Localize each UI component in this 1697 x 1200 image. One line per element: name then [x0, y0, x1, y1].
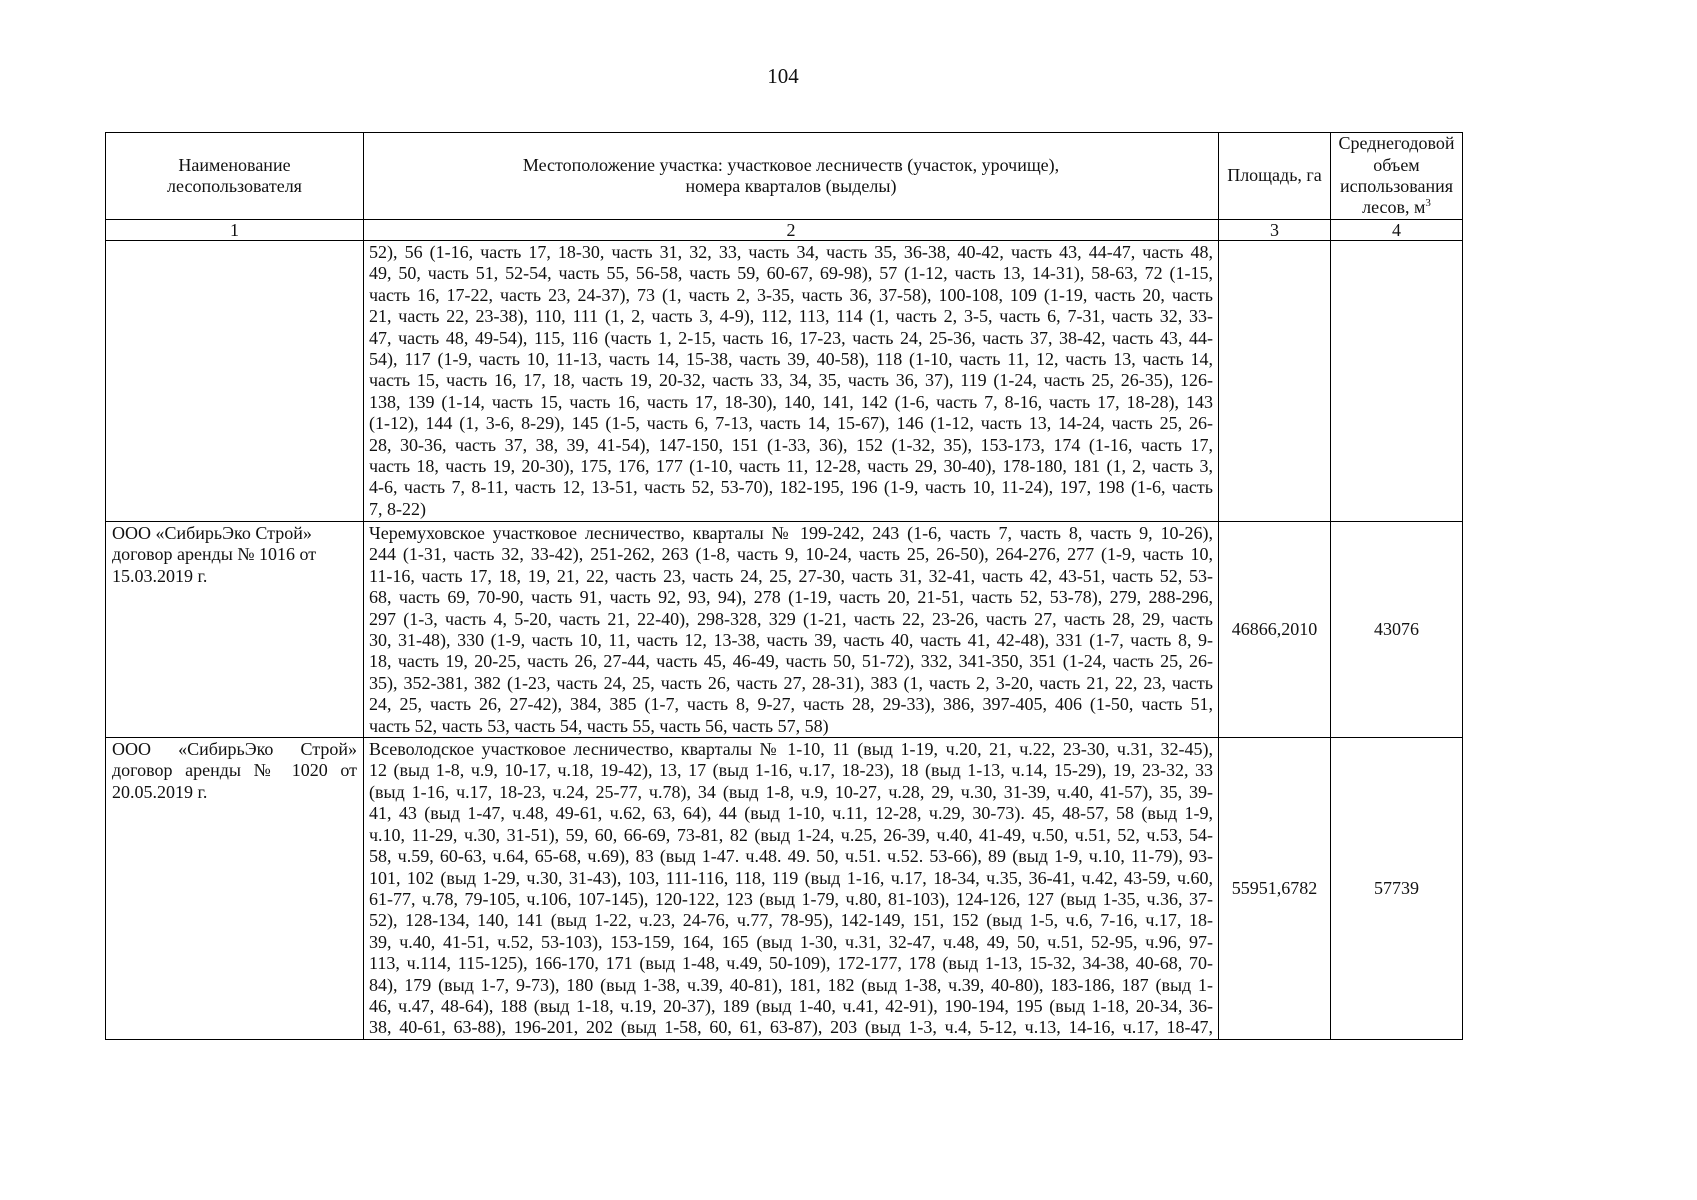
- cell-location: [364, 738, 1219, 1040]
- cell-location: [364, 522, 1219, 738]
- location-text-line: 297 (1-3, часть 4, 5-20, часть 21, 22-40), 298-328, 329 (1-21, часть 22, 23-26, часть 27, часть 28, 29, часть: [369, 608, 1213, 629]
- location-text-line: часть 18, часть 19, 20-30), 175, 176, 177 (1-10, часть 11, 12-28, часть 29, 30-40), 178-180, 181 (1, 2, часть 3,: [369, 456, 1213, 477]
- header-line: использования: [1339, 176, 1453, 196]
- location-text-line: 18, часть 19, 20-25, часть 26, 27-44, часть 45, 46-49, часть 50, 51-72), 332, 341-350, 351 (1-24, часть 25, 26-: [369, 651, 1213, 672]
- user-text-line: договор аренды № 1016 от: [112, 544, 317, 565]
- location-text-line: 52), 56 (1-16, часть 17, 18-30, часть 31, 32, 33, часть 34, часть 35, 36-38, 40-42, часть 43, 44-47, часть 48,: [369, 242, 1213, 262]
- location-text-line: 38, 40-61, 63-88), 196-201, 202 (выд 1-58, 60, 61, 63-87), 203 (выд 1-3, ч.4, 5-12, ч.13, 14-16, ч.17, 18-47,: [369, 1017, 1213, 1038]
- location-text-line: 244 (1-31, часть 32, 33-42), 251-262, 263 (1-8, часть 9, 10-24, часть 25, 26-50), 264-276, 277 (1-9, часть 10,: [369, 544, 1213, 565]
- user-text-line: ООО «СибирьЭко Строй»: [112, 739, 357, 760]
- lease-table: [105, 132, 1463, 1040]
- cell-volume: 43076: [1331, 522, 1463, 738]
- location-text-line: 68, часть 69, 70-90, часть 91, часть 92, 93, 94), 278 (1-19, часть 20, 21-51, часть 52, 53-78), 279, 288-296,: [369, 587, 1213, 608]
- header-area: [1219, 133, 1331, 220]
- location-text-line: 11-16, часть 17, 18, 19, 21, 22, часть 23, часть 24, 25, 27-30, часть 31, 32-41, часть 42, 43-51, часть 52, 53-: [369, 565, 1213, 586]
- table-row: [106, 738, 1463, 1040]
- location-text-line: (1-12), 144 (1, 3-6, 8-29), 145 (1-5, часть 6, 7-13, часть 14, 15-67), 146 (1-12, часть 13, 14-24, часть 25, 26-: [369, 413, 1213, 434]
- cell-volume: [1331, 241, 1463, 522]
- user-text-line: 20.05.2019 г.: [112, 781, 208, 802]
- location-text-line: 39, ч.40, 41-51, ч.52, 53-103), 153-159, 164, 165 (выд 1-30, ч.31, 32-47, ч.48, 49, 50, ч.51, 52-95, ч.96, 97-: [369, 931, 1213, 952]
- header-line: Местоположение участка: участковое лесничеств (участок, урочище),: [522, 154, 1060, 175]
- cell-volume: 57739: [1331, 738, 1463, 1040]
- location-text-line: 12 (выд 1-8, ч.9, 10-17, ч.18, 19-42), 13, 17 (выд 1-16, ч.17, 18-23), 18 (выд 1-13, ч.14, 15-29), 19, 23-32, 33: [369, 760, 1213, 781]
- cell-user: [106, 522, 364, 738]
- header-location: [364, 133, 1219, 220]
- table-row: [106, 241, 1463, 522]
- location-text-line: 54), 117 (1-9, часть 10, 11-13, часть 14, 15-38, часть 39, 40-58), 118 (1-10, часть 11, 12, часть 13, часть 14,: [369, 349, 1213, 370]
- cell-user: [106, 738, 364, 1040]
- location-text-line: 113, ч.114, 115-125), 166-170, 171 (выд 1-48, ч.49, 50-109), 172-177, 178 (выд 1-13, 15-32, 34-38, 40-68, 70-: [369, 953, 1213, 974]
- location-text-line: 28, 30-36, часть 37, 38, 39, 41-54), 147-150, 151 (1-33, 36), 152 (1-32, 35), 153-173, 174 (1-16, часть 17,: [369, 434, 1213, 455]
- location-text-line: 47, часть 48, 49-54), 115, 116 (часть 1, 2-15, часть 16, 17-23, часть 24, 25-36, часть 37, 38-42, часть 43, 44-: [369, 327, 1213, 348]
- user-text-line: ООО «СибирьЭко Строй»: [112, 523, 312, 543]
- location-text-line: 52), 128-134, 140, 141 (выд 1-22, ч.23, 24-76, ч.77, 78-95), 142-149, 151, 152 (выд 1-5, ч.6, 7-16, ч.17, 18-: [369, 910, 1213, 931]
- location-text-line: 84), 179 (выд 1-7, 9-73), 180 (выд 1-38, ч.39, 40-81), 181, 182 (выд 1-38, ч.39, 40-80), 183-186, 187 (выд 1-: [369, 974, 1213, 995]
- header-row: [106, 133, 1463, 220]
- column-number: 3: [1219, 220, 1331, 241]
- table-body: [106, 241, 1463, 1040]
- column-number: 4: [1331, 220, 1463, 241]
- location-text-line: 21, часть 22, 23-38), 110, 111 (1, 2, часть 3, 4-9), 112, 113, 114 (1, часть 2, 3-5, часть 6, 7-31, часть 32, 33-: [369, 306, 1213, 327]
- location-text-line: 138, 139 (1-14, часть 15, часть 16, часть 17, 18-30), 140, 141, 142 (1-6, часть 7, 8-16, часть 17, 18-28), 143: [369, 391, 1213, 412]
- user-text-line: 15.03.2019 г.: [112, 565, 208, 586]
- header-line-text: лесов, м: [1362, 197, 1426, 218]
- location-text-line: 46, ч.47, 48-64), 188 (выд 1-18, ч.19, 20-37), 189 (выд 1-40, ч.41, 42-91), 190-194, 195 (выд 1-18, 20-34, 36-: [369, 995, 1213, 1016]
- location-text-line: часть 16, 17-22, часть 23, 24-37), 73 (1, часть 2, 3-35, часть 36, 37-58), 100-108, 109 (1-19, часть 20, часть: [369, 284, 1213, 305]
- location-text-line: 30, 31-48), 330 (1-9, часть 10, 11, часть 12, 13-38, часть 39, часть 40, часть 41, 42-48), 331 (1-7, часть 8, 9-: [369, 630, 1213, 651]
- column-number: 1: [106, 220, 364, 241]
- cell-area: 46866,2010: [1219, 522, 1331, 738]
- location-text-line: 7, 8-22): [369, 498, 426, 519]
- location-text-line: 35), 352-381, 382 (1-23, часть 24, 25, часть 26, часть 27, 28-31), 383 (1, часть 2, 3-20, часть 21, 22, 23, часть: [369, 672, 1213, 693]
- location-text-line: часть 15, часть 16, 17, 18, часть 19, 20-32, часть 33, 34, 35, часть 36, 37), 119 (1-24, часть 25, 26-35), 126-: [369, 370, 1213, 391]
- unit-superscript: 3: [1425, 197, 1431, 210]
- location-text-line: Всеволодское участковое лесничество, кварталы № 1-10, 11 (выд 1-19, ч.20, 21, ч.22, 23-30, ч.31, 32-45),: [369, 739, 1213, 760]
- table-head: [106, 133, 1463, 241]
- location-text-line: ч.10, 11-29, ч.30, 31-51), 59, 60, 66-69, 73-81, 82 (выд 1-24, ч.25, 26-39, ч.40, 41-49, ч.50, ч.51, 52, ч.53, 54-: [369, 824, 1213, 845]
- table-row: [106, 522, 1463, 738]
- location-text-line: 41, 43 (выд 1-47, ч.48, 49-61, ч.62, 63, 64), 44 (выд 1-10, ч.11, 12-28, ч.29, 30-73). 45, 48-57, 58 (выд 1-9,: [369, 803, 1213, 824]
- location-text-line: Черемуховское участковое лесничество, кварталы № 199-242, 243 (1-6, часть 7, часть 8, часть 9, 10-26),: [369, 523, 1213, 543]
- location-text-line: 101, 102 (выд 1-29, ч.30, 31-43), 103, 111-116, 118, 119 (выд 1-16, ч.17, 18-34, ч.35, 36-41, ч.42, 43-59, ч.60,: [369, 867, 1213, 888]
- location-text-line: 58, ч.59, 60-63, ч.64, 65-68, ч.69), 83 (выд 1-47. ч.48. 49. 50, ч.51. ч.52. 53-66), 89 (выд 1-9, ч.10, 11-79), 93-: [369, 846, 1213, 867]
- header-line: Площадь, га: [1227, 165, 1322, 186]
- header-user: [106, 133, 364, 220]
- location-text-line: 24, 25, часть 26, 27-42), 384, 385 (1-7, часть 8, 9-27, часть 28, 29-33), 386, 397-405, 406 (1-50, часть 51,: [369, 694, 1213, 715]
- location-text-line: 49, 50, часть 51, 52-54, часть 55, 56-58, часть 59, 60-67, 69-98), 57 (1-12, часть 13, 14-31), 58-63, 72 (1-15,: [369, 263, 1213, 284]
- column-number: 2: [364, 220, 1219, 241]
- cell-location: [364, 241, 1219, 522]
- location-text-line: 61-77, ч.78, 79-105, ч.106, 107-145), 120-122, 123 (выд 1-79, ч.80, 81-103), 124-126, 127 (выд 1-35, ч.36, 37-: [369, 888, 1213, 909]
- header-line: объем: [1373, 154, 1420, 175]
- location-text-line: часть 52, часть 53, часть 54, часть 55, часть 56, часть 57, 58): [369, 715, 829, 736]
- cell-area: 55951,6782: [1219, 738, 1331, 1040]
- header-line: Среднегодовой: [1338, 133, 1455, 154]
- cell-user: [106, 241, 364, 522]
- column-number-row: [106, 220, 1463, 241]
- header-line: лесопользователя: [167, 176, 302, 196]
- header-line: номера кварталов (выделы): [685, 176, 897, 196]
- cell-area: [1219, 241, 1331, 522]
- location-text-line: 4-6, часть 7, 8-11, часть 12, 13-51, часть 52, 53-70), 182-195, 196 (1-9, часть 10, 11-24), 197, 198 (1-6, часть: [369, 477, 1213, 498]
- location-text-line: (выд 1-16, ч.17, 18-23, ч.24, 25-77, ч.78), 34 (выд 1-8, ч.9, 10-27, ч.28, 29, ч.30, 31-39, ч.40, 41-57), 35, 39-: [369, 781, 1213, 802]
- page-number: 104: [767, 64, 799, 88]
- header-line-with-unit: [1333, 197, 1460, 218]
- header-line: Наименование: [178, 154, 291, 175]
- header-volume: [1331, 133, 1463, 220]
- user-text-line: договор аренды № 1020 от: [112, 760, 357, 781]
